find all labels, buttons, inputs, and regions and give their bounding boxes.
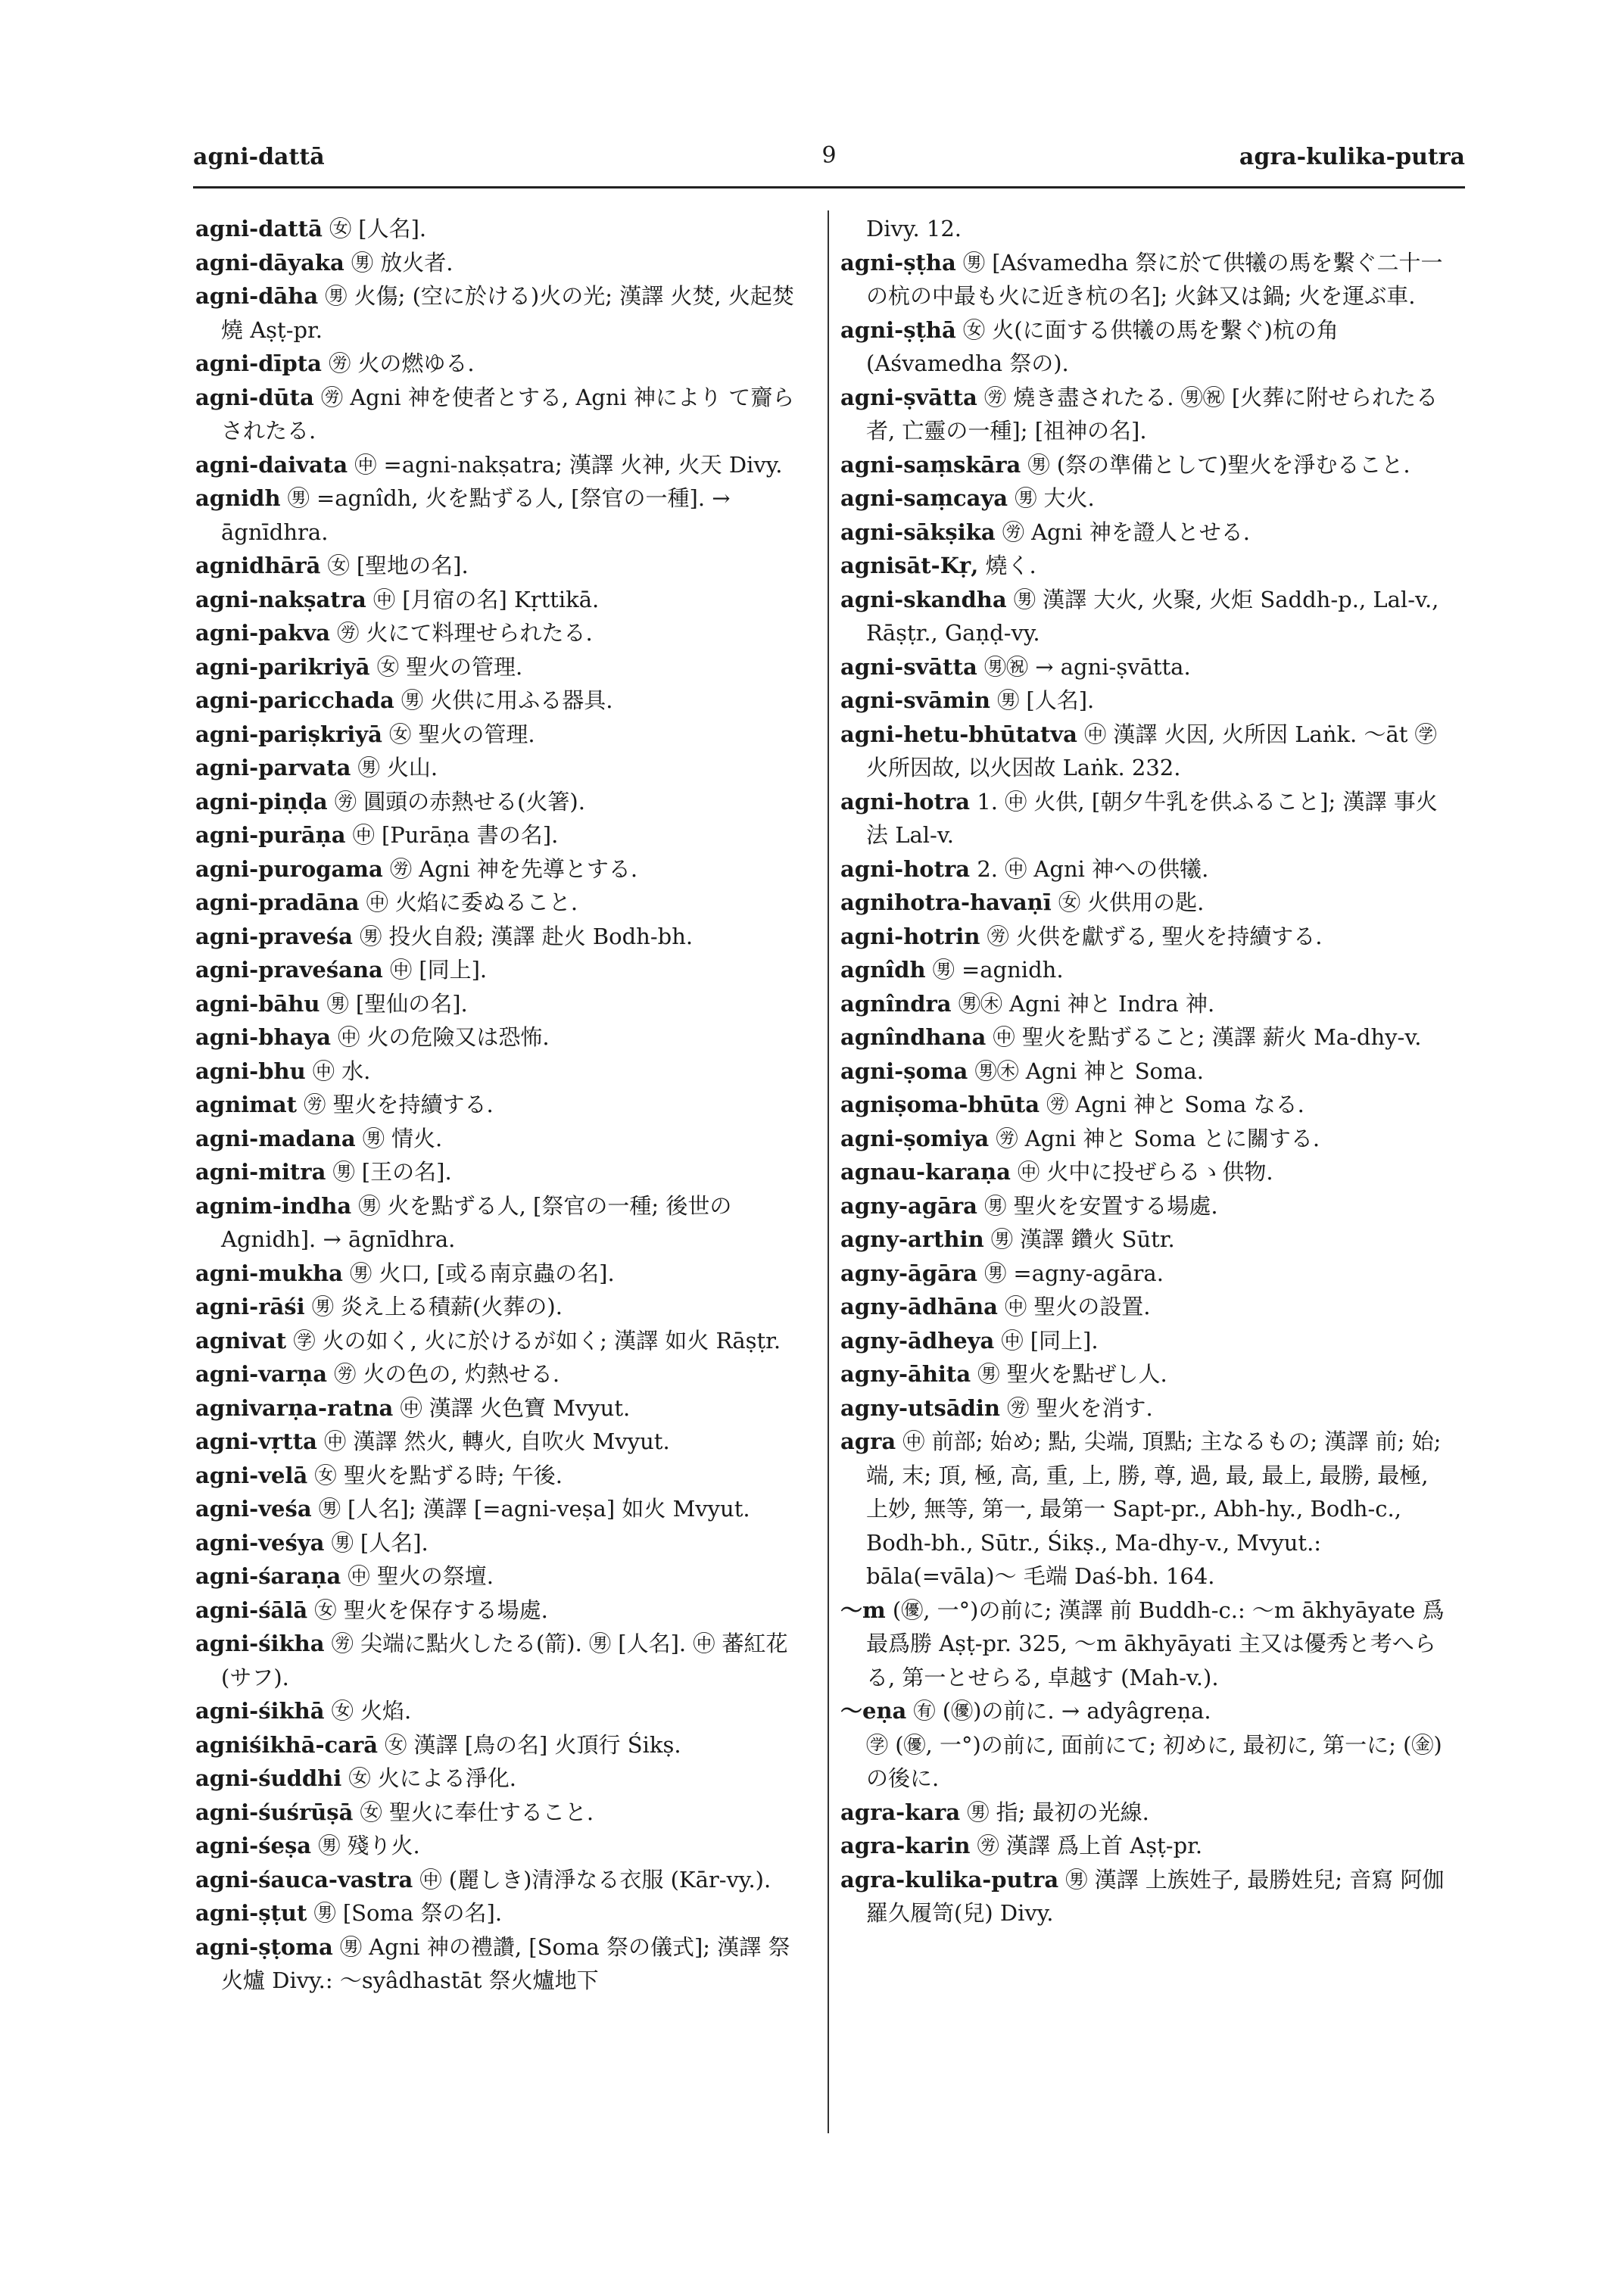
entry-headword: agni-svāmin [840, 687, 990, 713]
entry-headword: agni-dattā [195, 216, 323, 241]
entry-definition: ㊛ 聖火を保存する場處. [314, 1597, 548, 1623]
dictionary-entry [840, 1829, 1454, 1863]
dictionary-entry [195, 1728, 809, 1762]
entry-headword: agni-ṣṭoma [195, 1933, 333, 1960]
dictionary-entry [840, 953, 1454, 987]
dictionary-entry [195, 953, 809, 987]
entry-headword: agni-saṃcaya [840, 485, 1008, 511]
dictionary-entry [195, 1324, 809, 1358]
entry-headword: agni-śikha [195, 1631, 325, 1656]
dictionary-entry [840, 583, 1454, 650]
entry-definition: ㊚ 火山. [357, 755, 438, 780]
entry-headword: agra-kulika-putra [840, 1866, 1059, 1893]
dictionary-entry [840, 1290, 1454, 1324]
entry-definition: ㊛ 聖火を點ずる時; 午後. [314, 1462, 563, 1488]
entry-headword: agniśikhā-carā [195, 1731, 379, 1758]
entry-headword: agni-śeṣa [195, 1833, 312, 1858]
dictionary-entry [840, 1863, 1454, 1930]
entry-definition: ㊚ 指; 最初の光線. [967, 1799, 1149, 1825]
dictionary-entry [195, 1088, 809, 1122]
entry-headword: agni-bhaya [195, 1024, 331, 1050]
dictionary-entry [195, 1930, 809, 1998]
entry-headword: agnidh [195, 485, 281, 511]
running-head-left: agni-dattā [193, 144, 325, 170]
entry-definition: ㊚ 放火者. [351, 249, 454, 276]
dictionary-entry [195, 1796, 809, 1830]
entry-definition: ㊘ Agni 神を證人とせる. [1002, 519, 1250, 545]
entry-definition: Divy. 12. [866, 216, 962, 241]
dictionary-entry [195, 1257, 809, 1291]
entry-headword: agni-śālā [195, 1597, 308, 1623]
entry-definition: ㊥ 水. [312, 1058, 371, 1084]
entry-definition: ㊘ Agni 神と Soma なる. [1046, 1092, 1304, 1117]
entry-headword: agni-svātta [840, 653, 977, 680]
entry-definition: ㊘ 漢譯 爲上首 Aṣṭ-pr. [977, 1833, 1203, 1858]
entry-headword: agni-praveśa [195, 923, 353, 949]
entry-definition: ㊚㊍ Agni 神と Soma. [974, 1058, 1205, 1084]
column-divider [828, 210, 829, 2133]
entry-headword: agnîdh [840, 957, 926, 983]
entry-definition: ㊛ 漢譯 [鳥の名] 火頂行 Śikṣ. [385, 1731, 681, 1758]
entry-headword: agny-āgāra [840, 1260, 977, 1286]
dictionary-entry [840, 650, 1454, 684]
entry-headword: agni-hotra [840, 788, 971, 815]
entry-headword: agni-purogama [195, 855, 383, 882]
entry-headword: agni-hotra [840, 855, 971, 882]
entry-definition: ㊚ [人名]. [997, 687, 1095, 713]
entry-definition: ㊒ (㊝)の前に. → adyâgreṇa. [913, 1698, 1211, 1724]
dictionary-entry [840, 246, 1454, 313]
entry-definition: ㊚ =agnîdh, 火を點ずる人, [祭官の一種]. → āgnīdhra. [221, 485, 731, 545]
entry-definition: ㊚ =agny-agāra. [984, 1260, 1164, 1286]
dictionary-entry [840, 381, 1454, 448]
dictionary-entry [840, 920, 1454, 954]
entry-headword: agny-āhita [840, 1361, 971, 1387]
dictionary-entry [840, 212, 1454, 246]
entry-definition: ㊚ 漢譯 大火, 火聚, 火炬 Saddh-p., Lal-v., Rāṣṭr., Gaṇḍ-vy. [866, 586, 1439, 646]
entry-headword: agni-dīpta [195, 350, 322, 376]
dictionary-entry [840, 1796, 1454, 1830]
dictionary-entry [840, 1189, 1454, 1223]
entry-headword: agniṣoma-bhūta [840, 1092, 1040, 1117]
dictionary-entry [195, 1290, 809, 1324]
dictionary-entry [195, 684, 809, 718]
dictionary-entry [195, 987, 809, 1021]
page-header [193, 144, 1465, 189]
entry-definition: ㊚ 火を點ずる人, [祭官の一種; 後世の Agnidh]. → āgnīdhra. [221, 1192, 732, 1252]
entry-headword: agni-veśya [195, 1529, 325, 1556]
dictionary-entry [195, 481, 809, 549]
dictionary-entry [195, 852, 809, 886]
entry-definition: ㊚ [王の名]. [332, 1159, 452, 1185]
entry-definition: ㊚ 火傷; (空に於ける)火の光; 漢譯 火焚, 火起焚燒 Aṣṭ-pr. [221, 283, 794, 343]
entry-headword: agny-ādheya [840, 1327, 995, 1354]
entry-definition: ㊚㊗ → agni-ṣvātta. [983, 653, 1191, 680]
dictionary-entry [840, 481, 1454, 516]
entry-headword: agnihotra-havaṇī [840, 889, 1052, 915]
entry-headword: agni-ṣṭhā [840, 316, 956, 343]
entry-definition: 燒く. [985, 553, 1036, 578]
entry-headword: agni-vṛtta [195, 1428, 317, 1454]
entry-definition: ㊘ 火供を獻ずる, 聖火を持續する. [987, 923, 1323, 949]
entry-headword: agni-parvata [195, 755, 351, 780]
entry-definition: ㊫ (㊝, 一°)の前に, 面前にて; 初めに, 最初に, 第一に; (㊎)の後に. [866, 1731, 1442, 1791]
entry-headword: agni-paricchada [195, 687, 394, 713]
entry-definition: ㊚ 情火. [362, 1125, 443, 1151]
page-number: 9 [821, 142, 837, 169]
entry-headword: agni-dāyaka [195, 249, 344, 276]
entry-headword: 〜m [840, 1597, 886, 1623]
entry-headword: agny-agāra [840, 1192, 977, 1219]
dictionary-entry [195, 549, 809, 583]
entry-headword: agny-utsādin [840, 1394, 1001, 1421]
entry-headword: agni-śaraṇa [195, 1563, 341, 1589]
dictionary-entry [195, 347, 809, 381]
dictionary-entry [195, 1189, 809, 1257]
entry-headword: agnivat [195, 1327, 287, 1354]
dictionary-entry [195, 279, 809, 347]
entry-headword: agni-piṇḍa [195, 788, 328, 815]
right-column [840, 212, 1454, 1930]
entry-definition: ㊚ 漢譯 鑽火 Sūtr. [990, 1226, 1175, 1252]
dictionary-entry [840, 313, 1454, 381]
dictionary-entry [195, 1829, 809, 1863]
entry-headword: agni-varṇa [195, 1361, 327, 1387]
dictionary-entry [840, 684, 1454, 718]
dictionary-entry [195, 1896, 809, 1930]
entry-definition: ㊥ 火の危險又は恐怖. [338, 1024, 550, 1050]
entry-definition: ㊘ 聖火を持續する. [304, 1092, 494, 1117]
entry-headword: agni-veśa [195, 1496, 312, 1522]
entry-headword: agnîndra [840, 990, 952, 1017]
entry-definition: ㊚ [人名]. [331, 1529, 429, 1556]
entry-headword: agni-dūta [195, 384, 314, 410]
entry-headword: agni-ṣomiya [840, 1125, 990, 1151]
dictionary-entry [195, 785, 809, 819]
entry-headword: agnidhārā [195, 553, 321, 578]
entry-definition: ㊫ 火の如く, 火に於けるが如く; 漢譯 如火 Rāṣṭr. [293, 1327, 781, 1354]
dictionary-entry [840, 1223, 1454, 1257]
dictionary-entry [195, 1357, 809, 1391]
entry-headword: agra-kara [840, 1799, 961, 1825]
dictionary-entry [840, 785, 1454, 852]
entry-definition: ㊛ 聖火に奉仕すること. [360, 1799, 594, 1825]
entry-definition: ㊚ 火供に用ふる器具. [401, 687, 613, 713]
entry-headword: agnîndhana [840, 1024, 987, 1050]
entry-headword: agni-purāṇa [195, 822, 346, 848]
entry-definition: ㊚ 聖火を安置する場處. [984, 1192, 1218, 1219]
entry-definition: ㊘ 尖端に點火したる(箭). ㊚ [人名]. ㊥ 蕃紅花(サフ). [221, 1631, 788, 1690]
entry-headword: agni-ṣṭha [840, 249, 956, 276]
entry-headword: agni-nakṣatra [195, 586, 366, 612]
entry-headword: agni-śauca-vastra [195, 1866, 413, 1893]
entry-definition: ㊚ 殘り火. [318, 1833, 420, 1858]
entry-headword: agni-hotrin [840, 923, 980, 949]
dictionary-entry [840, 1020, 1454, 1055]
entry-definition: ㊥ (麗しき)清淨なる衣服 (Kār-vy.). [419, 1866, 771, 1893]
entry-definition: ㊛ 火供用の匙. [1058, 889, 1205, 915]
entry-headword: 〜eṇa [840, 1698, 907, 1724]
dictionary-entry [195, 1122, 809, 1156]
entry-headword: agny-ādhāna [840, 1294, 998, 1319]
entry-headword: agni-daivata [195, 451, 348, 478]
entry-definition: (㊝, 一°)の前に; 漢譯 前 Buddh-c.: 〜m ākhyāyate 爲最爲勝 Aṣṭ-pr. 325, 〜m ākhyāyati 主又は優秀と考へらる, 第一とせらる, 卓越す (Mah-v.). [866, 1597, 1445, 1690]
entry-definition: ㊘ 圓頭の赤熱せる(火箸). [334, 788, 585, 815]
dictionary-entry [195, 1559, 809, 1594]
entry-definition: ㊥ 聖火を點ずること; 漢譯 薪火 Ma-dhy-v. [993, 1024, 1422, 1050]
dictionary-entry [195, 448, 809, 482]
entry-headword: agni-bhu [195, 1058, 306, 1084]
dictionary-entry [195, 751, 809, 785]
dictionary-entry [195, 818, 809, 852]
dictionary-entry [195, 212, 809, 246]
dictionary-entry [195, 886, 809, 920]
dictionary-entry [840, 1694, 1454, 1728]
entry-headword: agni-parikriyā [195, 653, 370, 680]
header-rule [193, 186, 1465, 188]
left-column [195, 212, 809, 1998]
dictionary-entry [840, 1391, 1454, 1425]
running-head-right: agra-kulika-putra [1239, 144, 1465, 170]
dictionary-entry [840, 549, 1454, 583]
entry-definition: ㊘ 火にて料理せられたる. [337, 620, 593, 646]
entry-headword: agnim-indha [195, 1192, 352, 1219]
entry-definition: ㊛ 火焰. [331, 1698, 412, 1724]
dictionary-entry [195, 1020, 809, 1055]
entry-definition: ㊛ [人名]. [329, 216, 427, 241]
dictionary-entry [195, 1762, 809, 1796]
dictionary-entry [195, 1863, 809, 1897]
dictionary-entry [195, 1627, 809, 1694]
entry-definition: ㊚ Agni 神の禮讚, [Soma 祭の儀式]; 漢譯 祭火爐 Divy.: 〜syâdhastāt 祭火爐地下 [221, 1933, 790, 1993]
entry-definition: ㊥ 漢譯 然火, 轉火, 自吹火 Mvyut. [324, 1428, 670, 1454]
dictionary-entry [195, 583, 809, 617]
entry-definition: ㊥ [月宿の名] Kṛttikā. [372, 586, 600, 612]
dictionary-entry [840, 1055, 1454, 1089]
dictionary-entry [840, 718, 1454, 785]
dictionary-entry [195, 616, 809, 650]
dictionary-entry [195, 718, 809, 752]
entry-definition: ㊚ [聖仙の名]. [326, 990, 468, 1017]
entry-definition: ㊥ 聖火の設置. [1005, 1294, 1151, 1319]
entry-headword: agni-ṣoma [840, 1058, 968, 1084]
entry-headword: agni-śuśrūṣā [195, 1799, 354, 1825]
entry-definition: ㊥ 火中に投ぜらるゝ供物. [1018, 1159, 1273, 1185]
entry-headword: agni-śuddhi [195, 1765, 342, 1791]
entry-definition: ㊥ 漢譯 火色寶 Mvyut. [400, 1394, 631, 1421]
entry-headword: agni-velā [195, 1462, 308, 1488]
entry-definition: ㊛ 火(に面する供犧の馬を繫ぐ)杭の角 (Aśvamedha 祭の). [866, 316, 1339, 376]
entry-definition: ㊘ Agni 神と Soma とに關する. [996, 1125, 1320, 1151]
entry-headword: agni-mitra [195, 1159, 326, 1185]
dictionary-entry [195, 1694, 809, 1728]
entry-headword: agni-ṣṭut [195, 1900, 307, 1926]
dictionary-entry [840, 1155, 1454, 1189]
entry-definition: ㊚㊍ Agni 神と Indra 神. [958, 990, 1215, 1017]
entry-definition: ㊛ 火による淨化. [348, 1765, 516, 1791]
entry-headword: agni-pradāna [195, 889, 360, 915]
entry-headword: agra [840, 1428, 896, 1454]
entry-definition: ㊚ 大火. [1015, 485, 1095, 511]
dictionary-entry [195, 1492, 809, 1526]
entry-definition: ㊚ 漢譯 上族姓子, 最勝姓兒; 音寫 阿伽羅久履笥(兒) Divy. [866, 1866, 1445, 1926]
entry-definition: ㊥ [同上]. [390, 957, 488, 983]
dictionary-entry [840, 1425, 1454, 1594]
entry-headword: agra-karin [840, 1833, 971, 1858]
entry-headword: agni-madana [195, 1125, 356, 1151]
entry-definition: ㊘ Agni 神を先導とする. [389, 855, 638, 882]
entry-definition: ㊘ 火の色の, 灼熱せる. [334, 1361, 560, 1387]
entry-definition: ㊛ [聖地の名]. [327, 553, 469, 578]
entry-headword: agni-saṃskāra [840, 451, 1021, 478]
entry-headword: agni-śikhā [195, 1698, 325, 1724]
entry-definition: ㊘ 聖火を消す. [1007, 1394, 1153, 1421]
entry-definition: ㊚ [Aśvamedha 祭に於て供犧の馬を繫ぐ二十一の杭の中最も火に近き杭の名]; 火鉢又は鍋; 火を運ぶ車. [866, 249, 1443, 309]
entry-definition: ㊚ 炎え上る積薪(火葬の). [311, 1294, 563, 1319]
entry-headword: agni-mukha [195, 1260, 343, 1286]
dictionary-entry [195, 1425, 809, 1459]
dictionary-entry [840, 987, 1454, 1021]
dictionary-entry [195, 1526, 809, 1560]
entry-headword: agni-dāha [195, 283, 319, 309]
entry-definition: ㊥ =agni-nakṣatra; 漢譯 火神, 火天 Divy. [354, 451, 783, 478]
entry-definition: ㊘ 燒き盡されたる. ㊚㊗ [火葬に附せられたる者, 亡靈の一種]; [祖神の名]. [866, 384, 1439, 444]
dictionary-entry [840, 516, 1454, 550]
entry-definition: ㊛ 聖火の管理. [376, 653, 523, 680]
dictionary-entry [840, 448, 1454, 482]
dictionary-entry [195, 650, 809, 684]
entry-definition: ㊚ 火口, [或る南京蟲の名]. [350, 1260, 615, 1286]
entry-definition: ㊥ 火焰に委ぬること. [366, 889, 578, 915]
entry-definition: ㊚ 聖火を點ぜし人. [977, 1361, 1167, 1387]
dictionary-entry [840, 1357, 1454, 1391]
dictionary-entry [195, 1391, 809, 1425]
dictionary-entry [840, 1594, 1454, 1695]
entry-definition: ㊥ [Purāṇa 書の名]. [352, 822, 559, 848]
entry-headword: agni-praveśana [195, 957, 383, 983]
entry-headword: agni-rāśi [195, 1294, 305, 1319]
entry-headword: agni-ṣvātta [840, 384, 977, 410]
dictionary-entry [195, 1459, 809, 1493]
entry-definition: ㊥ 漢譯 火因, 火所因 Laṅk. 〜āt ㊫ 火所因故, 以火因故 Laṅk. 232. [866, 721, 1437, 780]
entry-headword: agnimat [195, 1092, 298, 1117]
entry-headword: agni-bāhu [195, 990, 320, 1017]
entry-definition: ㊚ [人名]; 漢譯 [=agni-veṣa] 如火 Mvyut. [318, 1496, 750, 1522]
dictionary-entry [840, 1088, 1454, 1122]
entry-headword: agny-arthin [840, 1226, 984, 1252]
entry-definition: ㊚ =agnidh. [932, 957, 1064, 983]
entry-definition: ㊘ Agni 神を使者とする, Agni 神により て齎らされたる. [221, 384, 795, 444]
entry-headword: agnau-karaṇa [840, 1159, 1011, 1185]
dictionary-entry [195, 1055, 809, 1089]
dictionary-entry [840, 886, 1454, 920]
entry-headword: agni-hetu-bhūtatva [840, 721, 1077, 747]
entry-headword: agni-skandha [840, 586, 1007, 612]
entry-definition: 1. ㊥ 火供, [朝夕牛乳を供ふること]; 漢譯 事火法 Lal-v. [866, 788, 1438, 848]
dictionary-entry [840, 1324, 1454, 1358]
entry-definition: ㊛ 聖火の管理. [389, 721, 535, 747]
entry-headword: agnivarṇa-ratna [195, 1394, 394, 1421]
entry-headword: agnisāt-Kṛ, [840, 553, 979, 578]
dictionary-entry [195, 246, 809, 280]
dictionary-entry [840, 1728, 1454, 1796]
dictionary-entry [195, 381, 809, 448]
dictionary-entry [840, 1122, 1454, 1156]
entry-definition: ㊥ 聖火の祭壇. [348, 1563, 494, 1589]
dictionary-entry [195, 1155, 809, 1189]
entry-definition: 2. ㊥ Agni 神への供犧. [977, 855, 1209, 882]
dictionary-entry [840, 1257, 1454, 1291]
dictionary-entry [195, 1594, 809, 1628]
entry-definition: ㊥ 前部; 始め; 點, 尖端, 頂點; 主なるもの; 漢譯 前; 始; 端, 末; 頂, 極, 高, 重, 上, 勝, 尊, 過, 最, 最上, 最勝, 最極, 上妙, 無等, 第一, 最第一 Sapt-pr., Abh-hy., Bodh-c., Bodh-bh., Sūtr., Śikṣ., Ma-dhy-v., Mvyut.: bāla(=vāla)〜 毛端 Daś-bh. 164. [866, 1428, 1442, 1589]
entry-definition: ㊥ [同上]. [1001, 1327, 1099, 1354]
entry-definition: ㊚ [Soma 祭の名]. [313, 1900, 503, 1926]
entry-headword: agni-sākṣika [840, 519, 996, 545]
entry-headword: agni-pakva [195, 620, 331, 646]
entry-headword: agni-pariṣkriyā [195, 721, 382, 747]
entry-definition: ㊚ 投火自殺; 漢譯 赴火 Bodh-bh. [360, 923, 694, 949]
dictionary-entry [195, 920, 809, 954]
dictionary-entry [840, 852, 1454, 886]
entry-definition: ㊘ 火の燃ゆる. [329, 350, 475, 376]
entry-definition: ㊚ (祭の準備として)聖火を淨むること. [1027, 451, 1410, 478]
